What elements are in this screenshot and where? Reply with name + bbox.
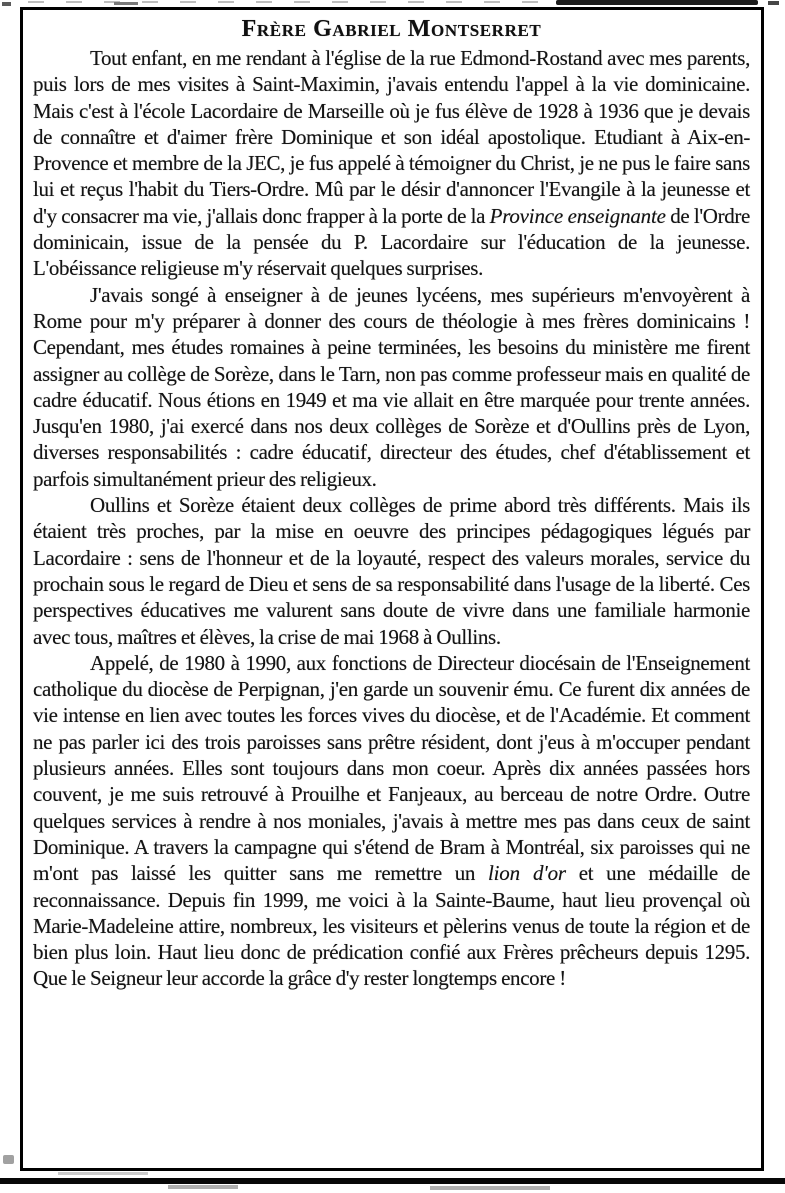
document-body: [33, 45, 750, 992]
bottom-rule: [0, 1178, 785, 1184]
page-title: Frère Gabriel Montserret: [241, 16, 542, 42]
text-run: Appelé, de 1980 à 1990, aux fonctions de Directeur diocésain de l'Enseignement catholique du diocèse de Perpignan, j'en garde un souvenir ému. Ce furent dix années de vie intense en lien avec toutes les forces vives du diocèse, et de l'Académie. Et comment ne pas parler ici des trois paroisses sans prêtre résident, dont j'eus à m'occuper pendant plusieurs années. Elles sont toujours dans mon coeur. Après dix années passées hors couvent, je me suis retrouvé à Prouilhe et Fanjeaux, au berceau de notre Ordre. Outre quelques services à rendre à nos moniales, j'avais à mettre mes pas dans ceux de saint Dominique. A travers la campagne qui s'étend de Bram à Montréal, six paroisses qui ne m'ont pas laissé les quitter sans me remettre un: [33, 650, 750, 886]
text-run: et une médaille de reconnaissance. Depuis fin 1999, me voici à la Sainte-Baume, haut lieu provençal où Marie-Madeleine attire, nombreux, les visiteurs et pèlerins venus de toute la région et de bien plus loin. Haut lieu donc de prédication confié aux Frères prêcheurs depuis 1295. Que le Seigneur leur accorde la grâce d'y rester longtemps encore !: [33, 861, 750, 991]
scan-artifact-bottom-smudge: [168, 1185, 238, 1189]
paragraph: [33, 282, 750, 492]
scan-artifact-bottom-smudge: [430, 1186, 550, 1190]
paragraph: [33, 650, 750, 992]
scan-artifact-top-tick: [768, 1, 779, 5]
scan-artifact-blot: [3, 1155, 14, 1164]
text-run: J'avais songé à enseigner à de jeunes lycéens, mes supérieurs m'envoyèrent à Rome pour m'y préparer à donner des cours de théologie à mes frères dominicains ! Cependant, mes études romaines à peine terminées, les besoins du ministère me firent assigner au collège de Sorèze, dans le Tarn, non pas comme professeur mais en qualité de cadre éducatif. Nous étions en 1949 et ma vie allait en être marquée pour trente années. Jusqu'en 1980, j'ai exercé dans nos deux collèges de Sorèze et d'Oullins près de Lyon, diverses responsabilités : cadre éducatif, directeur des études, chef d'établissement et parfois simultanément prieur des religieux.: [33, 282, 750, 491]
text-run: Province enseignante: [489, 203, 666, 228]
text-run: lion d'or: [488, 861, 566, 886]
page-border-frame: [20, 7, 764, 1171]
text-run: Tout enfant, en me rendant à l'église de la rue Edmond-Rostand avec mes parents, puis lors de mes visites à Saint-Maximin, j'avais entendu l'appel à la vie dominicaine. Mais c'est à l'école Lacordaire de Marseille où je fus élève de 1928 à 1936 que je devais de connaître et d'aimer frère Dominique et son idéal apostolique. Etudiant à Aix-en-Provence et membre de la JEC, je fus appelé à témoigner du Christ, je ne pus le faire sans lui et reçus l'habit du Tiers-Ordre. Mû par le désir d'annoncer l'Evangile à la jeunesse et d'y consacrer ma vie, j'allais donc frapper à la porte de la: [33, 46, 750, 228]
text-run: Oullins et Sorèze étaient deux collèges de prime abord très différents. Mais ils étaient très proches, par la mise en oeuvre des principes pédagogiques légués par Lacordaire : sens de l'honneur et de la loyauté, respect des valeurs morales, service du prochain sous le regard de Dieu et sens de sa responsabilité dans l'usage de la liberté. Ces perspectives éducatives me valurent sans doute de vivre dans une familiale harmonie avec tous, maîtres et élèves, la crise de mai 1968 à Oullins.: [33, 493, 750, 649]
scan-artifact-bottom-smudge: [58, 1172, 148, 1175]
scan-artifact-top-mark: [114, 2, 138, 5]
scan-artifact-top-line: [28, 1, 752, 3]
paragraph: [33, 492, 750, 650]
text-run: de l'Ordre dominicain, issue de la pensée du P. Lacordaire sur l'éducation de la jeunesse. L'obéissance religieuse m'y réservait quelques surprises.: [33, 203, 750, 281]
paragraph: [33, 45, 750, 282]
scan-artifact-top-dot: [2, 2, 11, 6]
scan-artifact-top-dark: [556, 0, 758, 5]
